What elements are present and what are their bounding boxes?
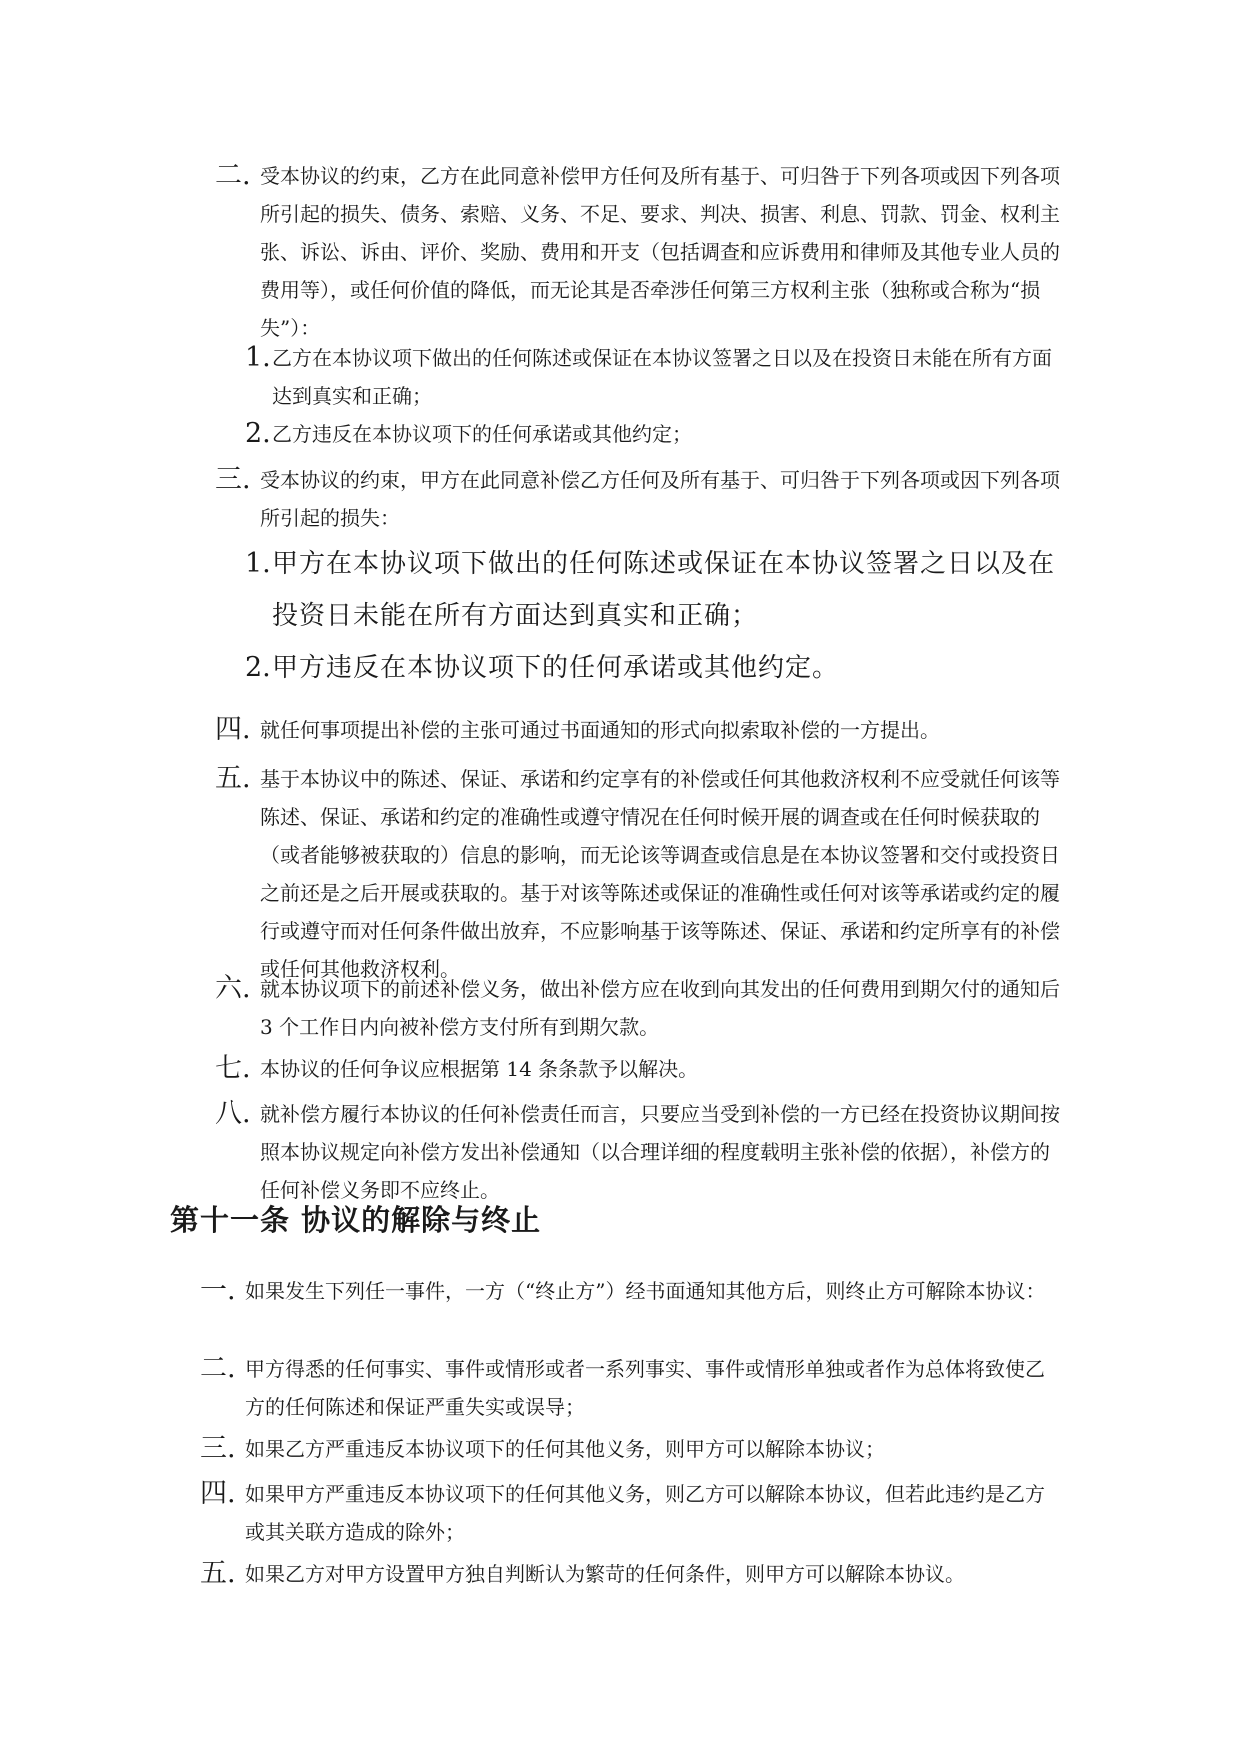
- clause-3-2: [245, 642, 1065, 694]
- clause-number: 三.: [215, 464, 251, 495]
- termination-5: [200, 1555, 1060, 1593]
- clause-text: 就补偿方履行本协议的任何补偿责任而言，只要应当受到补偿的一方已经在投资协议期间按照本协议规定向补偿方发出补偿通知（以合理详细的程度载明主张补偿的依据），补偿方的任何补偿义务即不应终止。: [260, 1102, 1060, 1202]
- clause-number: 四.: [200, 1478, 236, 1509]
- clause-number: 1.: [245, 548, 271, 579]
- clause-text: 如果发生下列任一事件，一方（“终止方”）经书面通知其他方后，则终止方可解除本协议：: [245, 1279, 1046, 1303]
- clause-6: [215, 970, 1060, 1046]
- clause-number: 五.: [200, 1558, 236, 1589]
- clause-text: 甲方在本协议项下做出的任何陈述或保证在本协议签署之日以及在投资日未能在所有方面达到真实和正确；: [272, 549, 1056, 631]
- clause-2: [215, 157, 1060, 347]
- termination-3: [200, 1430, 1060, 1468]
- termination-2: [200, 1350, 1060, 1426]
- clause-8: [215, 1095, 1060, 1209]
- clause-number: 六.: [215, 973, 251, 1004]
- clause-text: 如果乙方严重违反本协议项下的任何其他义务，则甲方可以解除本协议；: [245, 1437, 885, 1461]
- clause-text: 甲方得悉的任何事实、事件或情形或者一系列事实、事件或情形单独或者作为总体将致使乙方的任何陈述和保证严重失实或误导；: [245, 1357, 1045, 1419]
- clause-text: 乙方违反在本协议项下的任何承诺或其他约定；: [272, 422, 692, 446]
- clause-text: 就任何事项提出补偿的主张可通过书面通知的形式向拟索取补偿的一方提出。: [260, 718, 940, 742]
- clause-number: 2.: [245, 652, 271, 683]
- clause-text: 就本协议项下的前述补偿义务，做出补偿方应在收到向其发出的任何费用到期欠付的通知后 3 个工作日内向被补偿方支付所有到期欠款。: [260, 977, 1060, 1039]
- clause-2-2: [245, 415, 1060, 453]
- clause-text: 甲方违反在本协议项下的任何承诺或其他约定。: [272, 653, 840, 683]
- clause-7: [215, 1050, 1060, 1088]
- clause-3-1: [245, 538, 1065, 642]
- clause-text: 如果乙方对甲方设置甲方独自判断认为繁苛的任何条件，则甲方可以解除本协议。: [245, 1562, 965, 1586]
- clause-number: 2.: [245, 418, 271, 449]
- clause-number: 七.: [215, 1053, 251, 1084]
- clause-number: 四.: [215, 714, 251, 745]
- clause-number: 1.: [245, 342, 271, 373]
- clause-number: 二.: [200, 1353, 236, 1384]
- clause-number: 一.: [200, 1275, 236, 1306]
- clause-number: 八.: [215, 1098, 251, 1129]
- clause-5: [215, 760, 1060, 988]
- clause-number: 二.: [215, 160, 251, 191]
- section-heading: 第十一条 协议的解除与终止: [170, 1203, 542, 1237]
- clause-2-1: [245, 339, 1060, 415]
- clause-text: 受本协议的约束，甲方在此同意补偿乙方任何及所有基于、可归咎于下列各项或因下列各项所引起的损失：: [260, 468, 1060, 530]
- clause-text: 本协议的任何争议应根据第 14 条条款予以解决。: [260, 1057, 699, 1081]
- clause-number: 五.: [215, 763, 251, 794]
- clause-number: 三.: [200, 1433, 236, 1464]
- clause-3: [215, 461, 1060, 537]
- clause-text: 基于本协议中的陈述、保证、承诺和约定享有的补偿或任何其他救济权利不应受就任何该等陈述、保证、承诺和约定的准确性或遵守情况在任何时候开展的调查或在任何时候获取的（或者能够被获取的）信息的影响，而无论该等调查或信息是在本协议签署和交付或投资日之前还是之后开展或获取的。基于对该等陈述或保证的准确性或任何对该等承诺或约定的履行或遵守而对任何条件做出放弃，不应影响基于该等陈述、保证、承诺和约定所享有的补偿或任何其他救济权利。: [260, 767, 1060, 981]
- clause-text: 受本协议的约束，乙方在此同意补偿甲方任何及所有基于、可归咎于下列各项或因下列各项所引起的损失、债务、索赔、义务、不足、要求、判决、损害、利息、罚款、罚金、权利主张、诉讼、诉由、评价、奖励、费用和开支（包括调查和应诉费用和律师及其他专业人员的费用等），或任何价值的降低，而无论其是否牵涉任何第三方权利主张（独称或合称为“损失”）：: [260, 164, 1060, 340]
- clause-text: 如果甲方严重违反本协议项下的任何其他义务，则乙方可以解除本协议，但若此违约是乙方或其关联方造成的除外；: [245, 1482, 1045, 1544]
- termination-4: [200, 1475, 1060, 1551]
- termination-1: [200, 1272, 1060, 1310]
- clause-text: 乙方在本协议项下做出的任何陈述或保证在本协议签署之日以及在投资日未能在所有方面达到真实和正确；: [272, 346, 1052, 408]
- clause-4: [215, 711, 1060, 749]
